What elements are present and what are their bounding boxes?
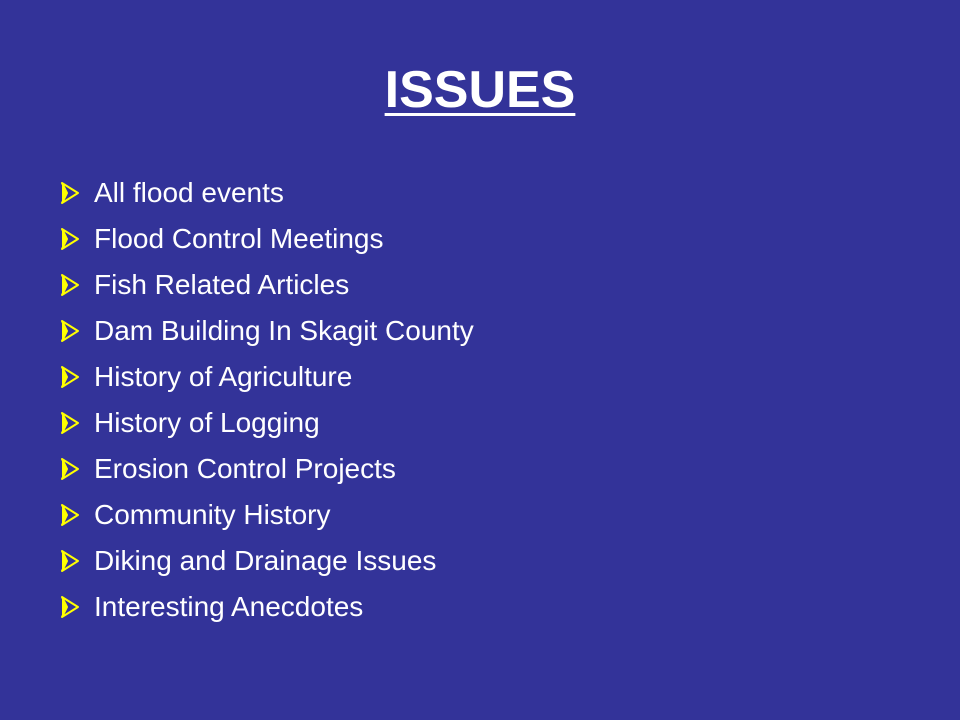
arrowhead-bullet-icon [58, 503, 82, 527]
bullet-text: History of Logging [94, 407, 320, 438]
bullet-item [58, 400, 474, 446]
bullet-item [58, 584, 474, 630]
bullet-text: All flood events [94, 177, 284, 208]
arrowhead-bullet-icon [58, 273, 82, 297]
bullet-text: Dam Building In Skagit County [94, 315, 474, 346]
arrowhead-bullet-icon [58, 181, 82, 205]
bullet-text: Flood Control Meetings [94, 223, 384, 254]
bullet-item [58, 446, 474, 492]
bullet-text: Erosion Control Projects [94, 453, 396, 484]
bullet-text: History of Agriculture [94, 361, 353, 392]
bullet-item [58, 492, 474, 538]
arrowhead-bullet-icon [58, 595, 82, 619]
bullet-text: Community History [94, 499, 331, 530]
bullet-list [58, 170, 474, 630]
bullet-item [58, 354, 474, 400]
arrowhead-bullet-icon [58, 457, 82, 481]
bullet-text: Interesting Anecdotes [94, 591, 364, 622]
bullet-item [58, 216, 474, 262]
slide-title: ISSUES [384, 61, 576, 119]
bullet-text: Diking and Drainage Issues [94, 545, 437, 576]
bullet-text: Fish Related Articles [94, 269, 350, 300]
arrowhead-bullet-icon [58, 227, 82, 251]
bullet-item [58, 538, 474, 584]
arrowhead-bullet-icon [58, 549, 82, 573]
bullet-item [58, 170, 474, 216]
bullet-item [58, 262, 474, 308]
arrowhead-bullet-icon [58, 411, 82, 435]
bullet-item [58, 308, 474, 354]
arrowhead-bullet-icon [58, 319, 82, 343]
arrowhead-bullet-icon [58, 365, 82, 389]
